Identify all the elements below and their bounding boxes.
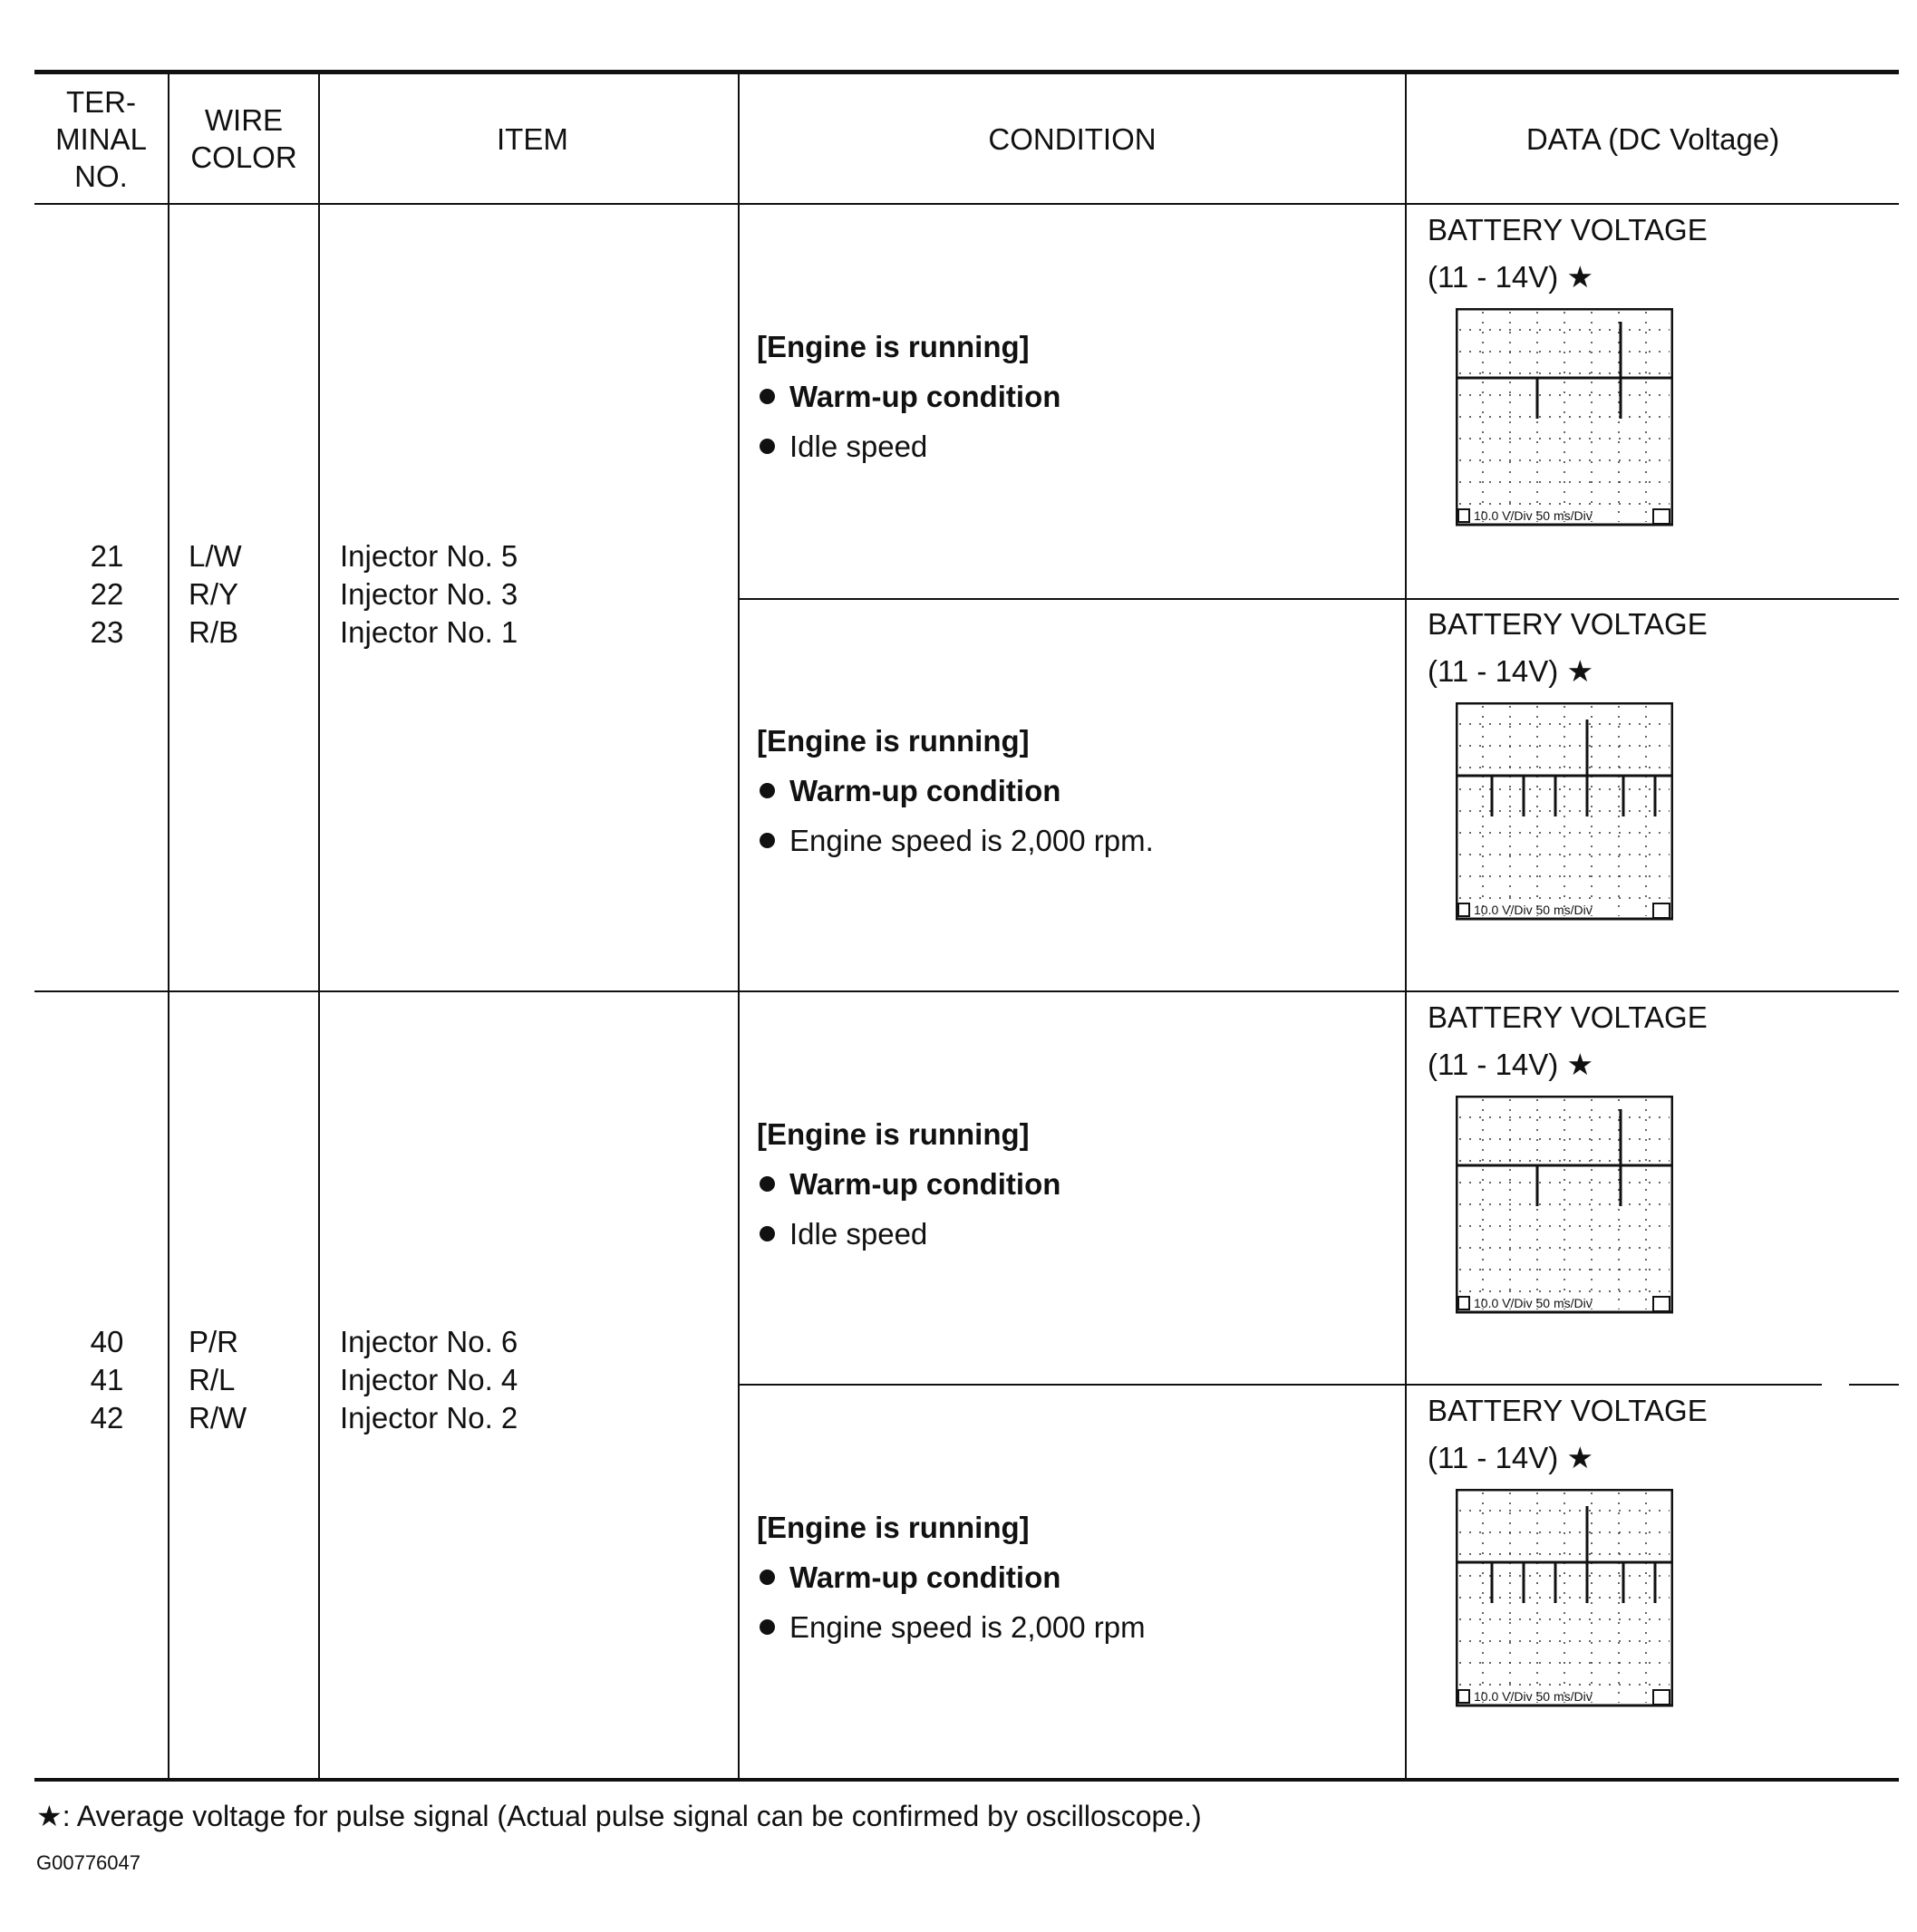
condition-bullet: Engine speed is 2,000 rpm.: [757, 816, 1391, 865]
header-bottom-rule: [34, 203, 1899, 205]
condition-bullet: Idle speed: [757, 421, 1391, 471]
condition-cell: [757, 1502, 1391, 1652]
condition-bullet: Idle speed: [757, 1209, 1391, 1259]
group2-wire-colors: [189, 1323, 247, 1437]
data-cell: [1428, 994, 1899, 1088]
table-bottom-rule: [34, 1778, 1899, 1782]
data-voltage-label: BATTERY VOLTAGE: [1428, 213, 1708, 246]
header-wire-color: WIRE COLOR: [190, 103, 297, 174]
group2-items: [340, 1323, 518, 1437]
data-voltage-range: (11 - 14V) ★: [1428, 654, 1594, 688]
header-item: ITEM: [497, 121, 568, 156]
col-rule-2: [318, 72, 320, 1780]
oscilloscope-display: [1456, 308, 1673, 546]
data-voltage-range: (11 - 14V) ★: [1428, 260, 1594, 294]
col-rule-3: [738, 72, 740, 1780]
condition-cell: [757, 716, 1391, 865]
scope-scale-label: 10.0 V/Div 50 ms/Div: [1474, 508, 1593, 523]
item-name: Injector No. 2: [340, 1401, 518, 1435]
condition-title: [Engine is running]: [757, 1511, 1030, 1544]
terminal-no: 41: [90, 1363, 124, 1396]
group1-terminals: [34, 537, 179, 652]
col-rule-4: [1405, 72, 1407, 1780]
data-voltage-label: BATTERY VOLTAGE: [1428, 1000, 1708, 1034]
scope-scale-label: 10.0 V/Div 50 ms/Div: [1474, 1296, 1593, 1310]
scope-scale-label: 10.0 V/Div 50 ms/Div: [1474, 903, 1593, 917]
col-rule-1: [168, 72, 169, 1780]
item-name: Injector No. 3: [340, 577, 518, 611]
oscilloscope-display: [1456, 1489, 1673, 1726]
data-cell: [1428, 207, 1899, 301]
wire-color: L/W: [189, 539, 242, 573]
data-voltage-range: (11 - 14V) ★: [1428, 1048, 1594, 1081]
condition-title: [Engine is running]: [757, 330, 1030, 363]
header-terminal-no: TER- MINAL NO.: [55, 84, 147, 193]
condition-bullet: Warm-up condition: [757, 1159, 1391, 1209]
condition-bullet: Warm-up condition: [757, 1552, 1391, 1602]
condition-title: [Engine is running]: [757, 724, 1030, 758]
figure-code: G00776047: [36, 1851, 140, 1874]
condition-title: [Engine is running]: [757, 1117, 1030, 1151]
data-cell: [1428, 601, 1899, 695]
terminal-no: 23: [90, 615, 124, 649]
condition-cell: [757, 1109, 1391, 1259]
scope-scale-label: 10.0 V/Div 50 ms/Div: [1474, 1689, 1593, 1704]
group1-items: [340, 537, 518, 652]
item-name: Injector No. 1: [340, 615, 518, 649]
condition-bullet: Warm-up condition: [757, 766, 1391, 816]
terminal-no: 21: [90, 539, 124, 573]
oscilloscope-display: [1456, 702, 1673, 940]
wire-color: P/R: [189, 1325, 239, 1358]
group1-wire-colors: [189, 537, 242, 652]
wire-color: R/B: [189, 615, 239, 649]
group2-split-rule: [739, 1384, 1822, 1386]
wire-color: R/L: [189, 1363, 236, 1396]
item-name: Injector No. 4: [340, 1363, 518, 1396]
group2-split-rule-tail: [1849, 1384, 1899, 1386]
terminal-no: 40: [90, 1325, 124, 1358]
terminal-no: 42: [90, 1401, 124, 1435]
condition-bullet: Engine speed is 2,000 rpm: [757, 1602, 1391, 1652]
wire-color: R/Y: [189, 577, 239, 611]
condition-cell: [757, 322, 1391, 471]
terminal-no: 22: [90, 577, 124, 611]
group-divider-rule: [34, 990, 1899, 992]
group2-terminals: [34, 1323, 179, 1437]
data-voltage-label: BATTERY VOLTAGE: [1428, 1394, 1708, 1427]
header-condition: CONDITION: [988, 121, 1157, 156]
wire-color: R/W: [189, 1401, 247, 1435]
header-data: DATA (DC Voltage): [1525, 121, 1780, 156]
item-name: Injector No. 6: [340, 1325, 518, 1358]
group1-split-rule: [739, 598, 1899, 600]
data-cell: [1428, 1387, 1899, 1482]
item-name: Injector No. 5: [340, 539, 518, 573]
footnote: ★: Average voltage for pulse signal (Actual pulse signal can be confirmed by oscilloscope.): [36, 1800, 1202, 1832]
data-voltage-range: (11 - 14V) ★: [1428, 1441, 1594, 1474]
data-voltage-label: BATTERY VOLTAGE: [1428, 607, 1708, 641]
condition-bullet: Warm-up condition: [757, 372, 1391, 421]
oscilloscope-display: [1456, 1096, 1673, 1333]
